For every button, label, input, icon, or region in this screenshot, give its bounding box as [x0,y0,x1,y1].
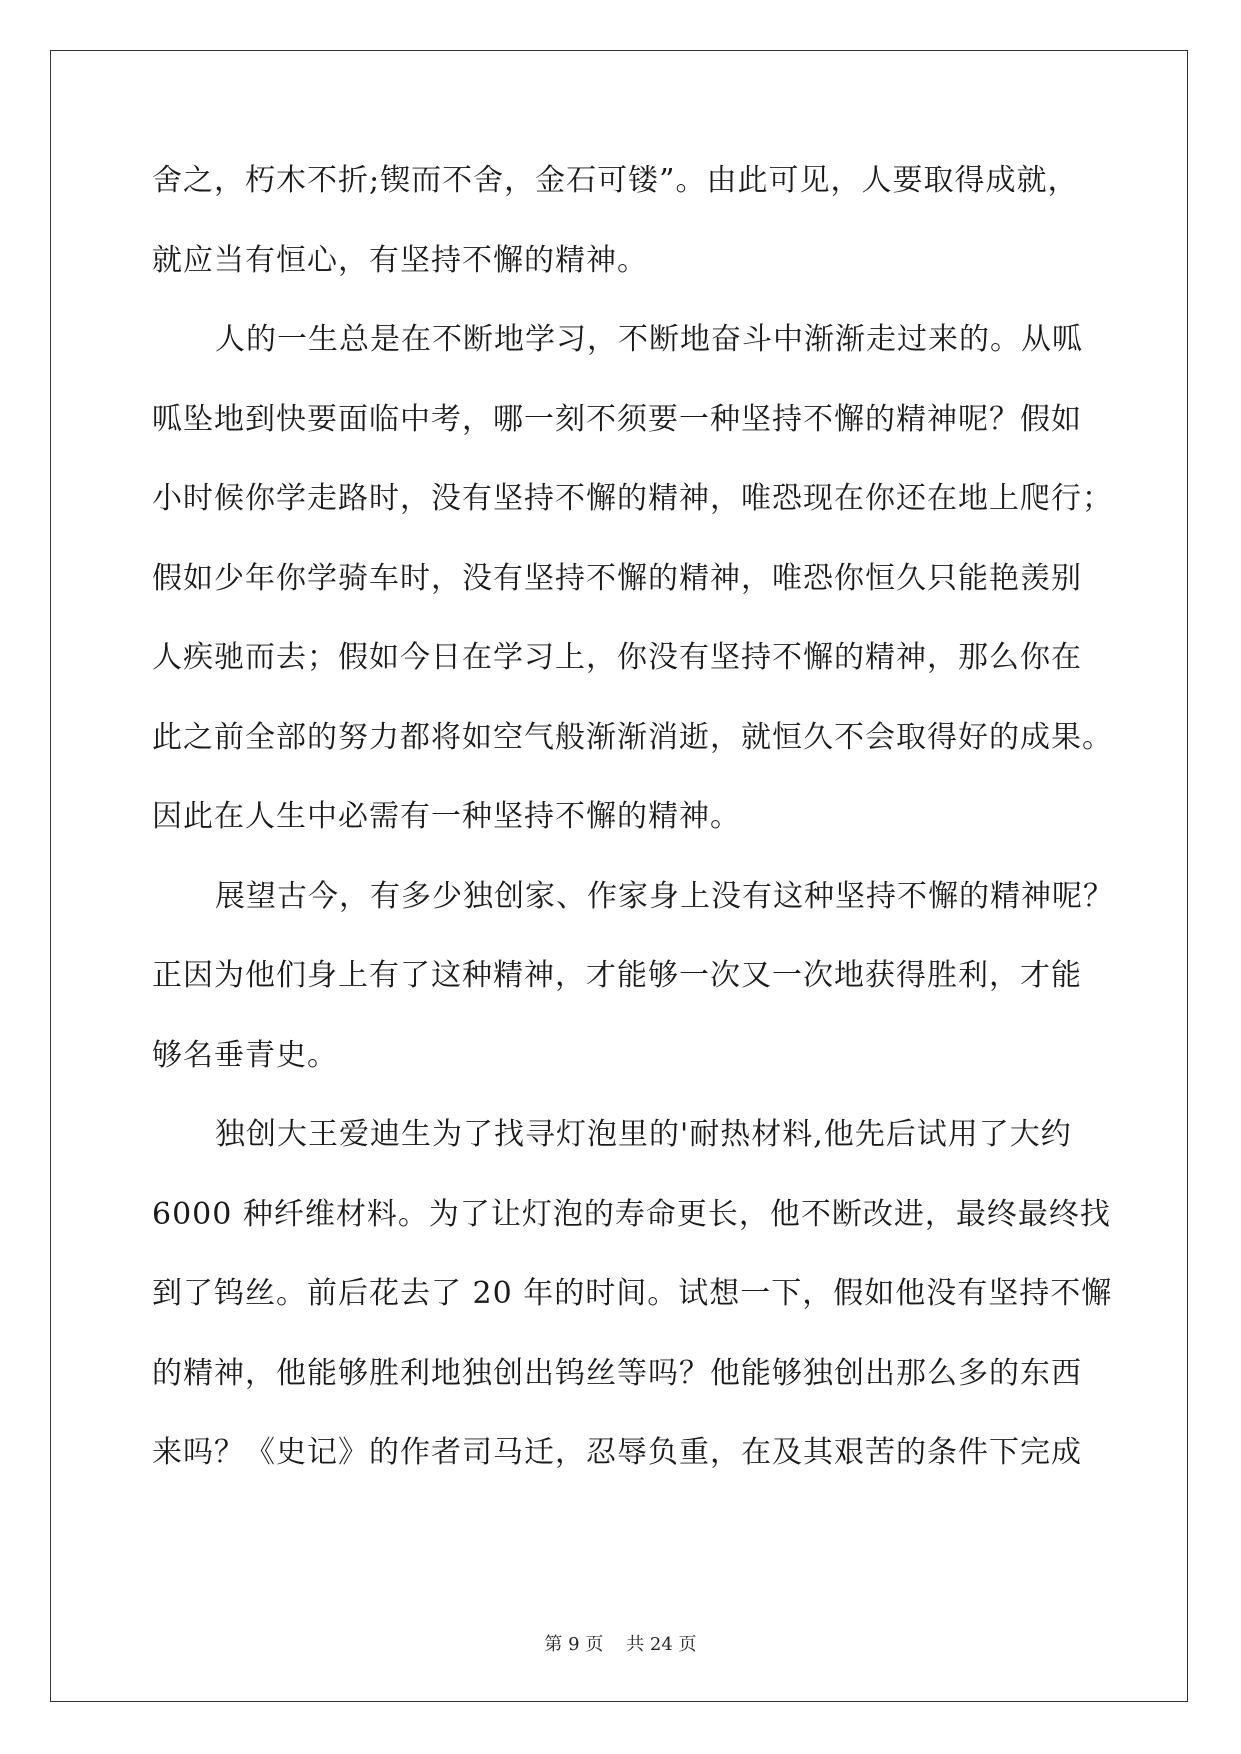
text-line-8: 此之前全部的努力都将如空气般渐渐消逝，就恒久不会取得好的成果。 [152,719,1113,755]
text-line-16: 的精神，他能够胜利地独创出钨丝等吗？他能够独创出那么多的东西 [152,1355,1082,1391]
text-line-15: 到了钨丝。前后花去了 20 年的时间。试想一下，假如他没有坚持不懈 [152,1276,1113,1311]
text-line-1: 舍之，朽木不折;锲而不舍，金石可镂”。由此可见，人要取得成就， [152,163,1079,198]
text-line-6: 假如少年你学骑车时，没有坚持不懈的精神，唯恐你恒久只能艳羡别 [152,560,1082,596]
text-line-2: 就应当有恒心，有坚持不懈的精神。 [152,242,648,278]
text-line-3: 人的一生总是在不断地学习，不断地奋斗中渐渐走过来的。从呱 [215,322,1083,357]
text-line-5: 小时候你学走路时，没有坚持不懈的精神，唯恐现在你还在地上爬行； [152,481,1113,516]
text-line-7: 人疾驰而去；假如今日在学习上，你没有坚持不懈的精神，那么你在 [152,640,1082,675]
page-number-footer: 第 9 页 共 24 页 [544,1634,697,1655]
text-line-10: 展望古今，有多少独创家、作家身上没有这种坚持不懈的精神呢？ [215,878,1114,914]
text-line-9: 因此在人生中必需有一种坚持不懈的精神。 [152,799,741,834]
text-line-17: 来吗？《史记》的作者司马迁，忍辱负重，在及其艰苦的条件下完成 [152,1435,1082,1470]
text-line-14: 6000 种纤维材料。为了让灯泡的寿命更长，他不断改进，最终最终找 [152,1196,1111,1232]
text-line-12: 够名垂青史。 [152,1037,338,1073]
text-line-4: 呱坠地到快要面临中考，哪一刻不须要一种坚持不懈的精神呢？假如 [152,401,1082,437]
document-body [152,161,1114,1513]
text-line-13: 独创大王爱迪生为了找寻灯泡里的'耐热材料,他先后试用了大约 [215,1117,1072,1152]
text-line-11: 正因为他们身上有了这种精神，才能够一次又一次地获得胜利，才能 [152,958,1082,993]
